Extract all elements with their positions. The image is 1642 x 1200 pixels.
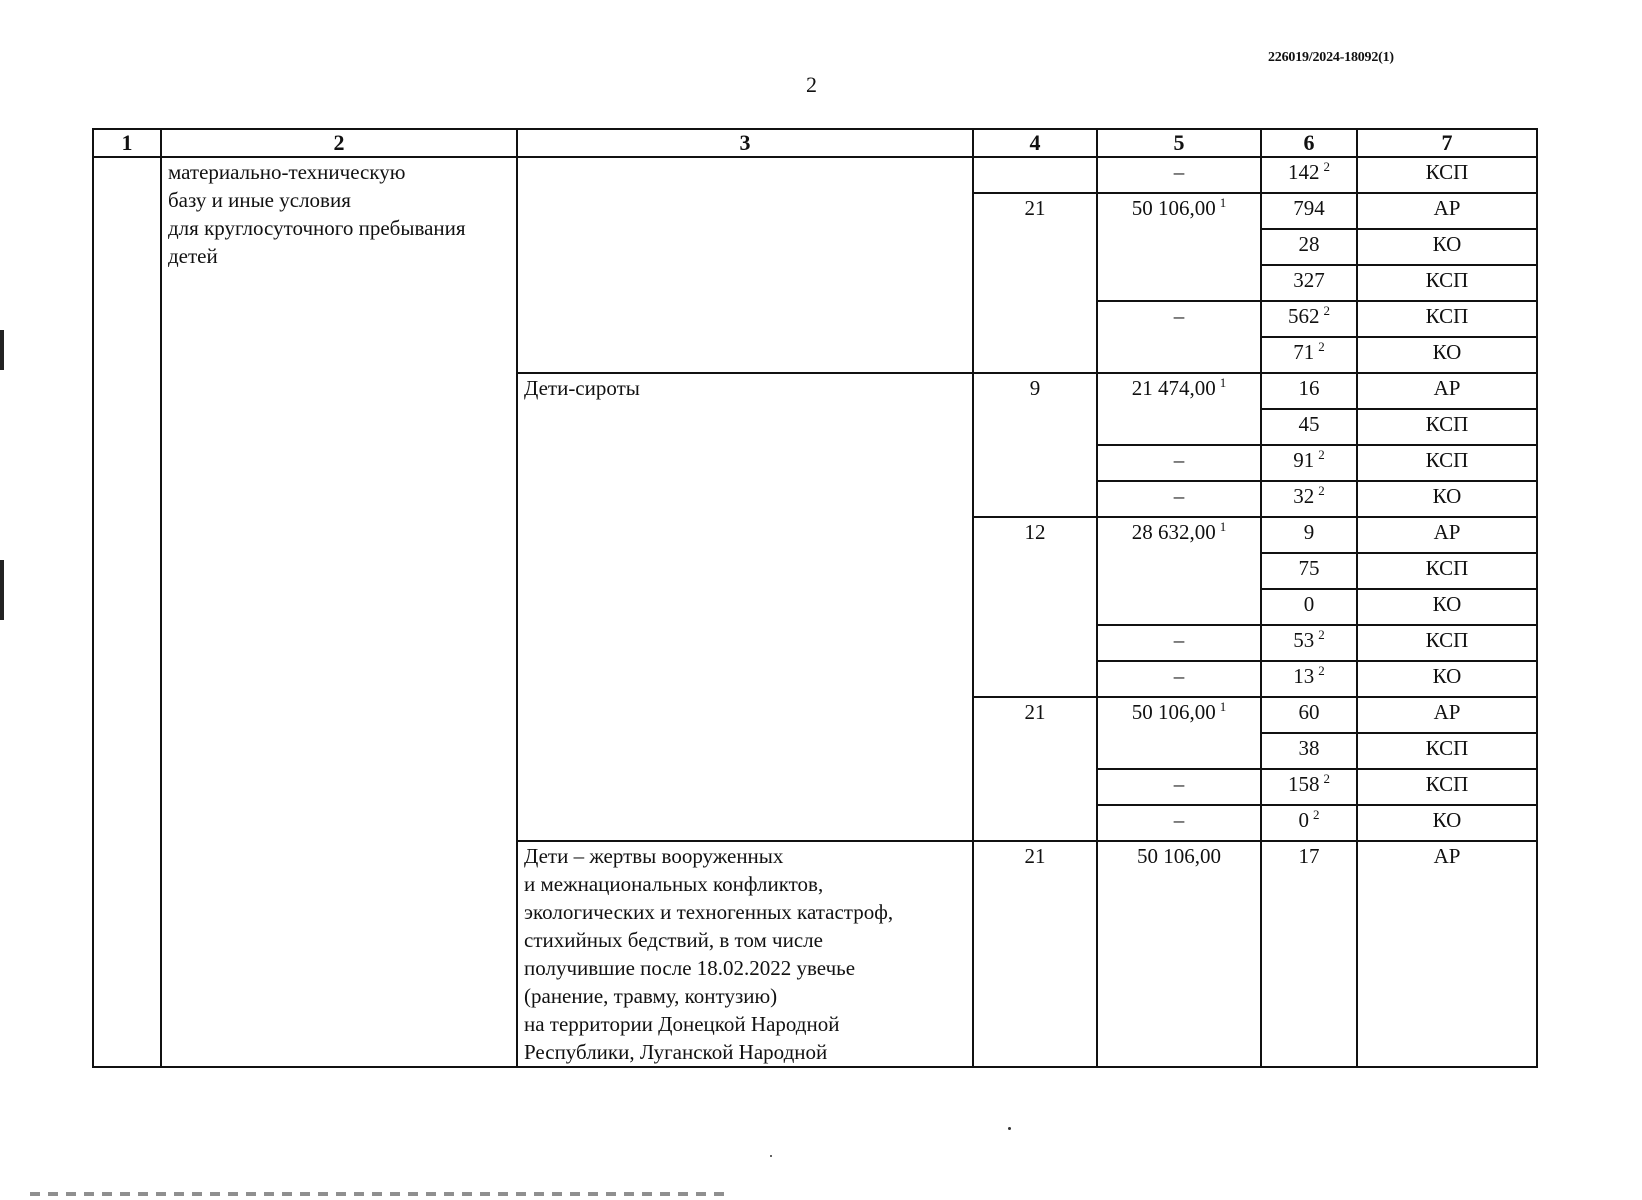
column-header: 4	[973, 129, 1097, 157]
footnote-mark: 2	[1318, 663, 1325, 678]
footnote-mark: 2	[1313, 807, 1320, 822]
column-header: 6	[1261, 129, 1357, 157]
footnote-mark: 2	[1318, 627, 1325, 642]
code-cell: КСП	[1357, 265, 1537, 301]
cost-value: –	[1173, 664, 1185, 688]
footnote-mark: 1	[1219, 699, 1227, 714]
count-cell	[1261, 193, 1357, 229]
code-cell: КО	[1357, 589, 1537, 625]
footnote-mark: 1	[1219, 375, 1227, 390]
code-cell: КСП	[1357, 733, 1537, 769]
group-orphans: Дети-сироты	[517, 373, 973, 841]
count-value: 28	[1298, 232, 1320, 256]
code-cell: КО	[1357, 337, 1537, 373]
code-cell: КО	[1357, 481, 1537, 517]
code-cell: АР	[1357, 517, 1537, 553]
footnote-mark: 2	[1323, 771, 1330, 786]
cost-value: –	[1173, 484, 1185, 508]
days-cell: 21	[973, 697, 1097, 841]
count-cell	[1261, 589, 1357, 625]
count-cell	[1261, 337, 1357, 373]
count-cell	[1261, 553, 1357, 589]
cost-value: –	[1173, 304, 1185, 328]
count-value: 53	[1293, 628, 1315, 652]
count-value: 16	[1298, 376, 1320, 400]
cost-cell	[1097, 697, 1261, 769]
cost-value: 50 106,00	[1131, 196, 1216, 220]
cost-value: –	[1173, 628, 1185, 652]
cost-cell	[1097, 517, 1261, 625]
cost-cell	[1097, 157, 1261, 193]
count-cell	[1261, 661, 1357, 697]
count-value: 9	[1303, 520, 1315, 544]
code-cell: АР	[1357, 697, 1537, 733]
count-value: 32	[1293, 484, 1315, 508]
cost-value: 50 106,00	[1131, 700, 1216, 724]
scan-edge-mark	[0, 560, 4, 620]
table-row	[93, 157, 1537, 193]
days-cell: 9	[973, 373, 1097, 517]
scan-edge-mark	[0, 330, 4, 370]
cost-value: 21 474,00	[1131, 376, 1216, 400]
count-value: 327	[1293, 268, 1325, 292]
column-header: 7	[1357, 129, 1537, 157]
footnote-mark: 2	[1323, 303, 1330, 318]
count-cell	[1261, 409, 1357, 445]
scan-bottom-noise	[30, 1192, 730, 1196]
count-cell	[1261, 805, 1357, 841]
cost-value: –	[1173, 448, 1185, 472]
code-cell: КСП	[1357, 157, 1537, 193]
count-value: 60	[1298, 700, 1320, 724]
count-cell: 17	[1261, 841, 1357, 1067]
code-cell: АР	[1357, 841, 1537, 1067]
code-cell: КО	[1357, 229, 1537, 265]
count-cell	[1261, 157, 1357, 193]
page-number: 2	[806, 72, 817, 97]
cost-cell	[1097, 661, 1261, 697]
days-cell: 12	[973, 517, 1097, 697]
footnote-mark: 1	[1219, 519, 1227, 534]
cost-value: –	[1173, 808, 1185, 832]
footnote-mark: 2	[1318, 483, 1325, 498]
code-cell: КСП	[1357, 625, 1537, 661]
code-cell: КО	[1357, 661, 1537, 697]
days-cell: 21	[973, 193, 1097, 373]
count-cell	[1261, 301, 1357, 337]
count-cell	[1261, 265, 1357, 301]
scan-speck	[770, 1155, 772, 1157]
category-description: материально-техническую базу и иные условия для круглосуточного пребывания детей	[161, 157, 517, 1067]
table-header-row	[93, 129, 1537, 157]
count-value: 158	[1288, 772, 1320, 796]
count-cell	[1261, 625, 1357, 661]
code-cell: КСП	[1357, 553, 1537, 589]
footnote-mark: 2	[1318, 339, 1325, 354]
count-value: 794	[1293, 196, 1325, 220]
cost-value: –	[1173, 772, 1185, 796]
footnote-mark: 2	[1323, 159, 1330, 174]
data-table	[92, 128, 1538, 1068]
column-header: 1	[93, 129, 161, 157]
code-cell: КСП	[1357, 301, 1537, 337]
count-cell	[1261, 373, 1357, 409]
count-value: 71	[1293, 340, 1315, 364]
code-cell: КСП	[1357, 445, 1537, 481]
count-cell	[1261, 733, 1357, 769]
column-header: 2	[161, 129, 517, 157]
cost-cell	[1097, 625, 1261, 661]
count-value: 562	[1288, 304, 1320, 328]
count-value: 38	[1298, 736, 1320, 760]
cost-cell	[1097, 373, 1261, 445]
scan-speck	[1008, 1127, 1011, 1130]
count-value: 142	[1288, 160, 1320, 184]
count-value: 45	[1298, 412, 1320, 436]
cost-cell	[1097, 805, 1261, 841]
document-id: 226019/2024-18092(1)	[1268, 50, 1394, 65]
count-cell	[1261, 445, 1357, 481]
count-value: 75	[1298, 556, 1320, 580]
group-victims: Дети – жертвы вооруженных и межнациональных конфликтов, экологических и техногенных катастроф, стихийных бедствий, в том числе получившие после 18.02.2022 увечье (ранение, травму, контузию) на территории Донецкой Народной Республики, Луганской Народной	[517, 841, 973, 1067]
code-cell: КО	[1357, 805, 1537, 841]
days-cell: 21	[973, 841, 1097, 1067]
cost-cell	[1097, 481, 1261, 517]
count-value: 0	[1303, 592, 1315, 616]
column-header: 3	[517, 129, 973, 157]
footnote-mark: 2	[1318, 447, 1325, 462]
count-cell	[1261, 697, 1357, 733]
cost-cell	[1097, 193, 1261, 301]
code-cell: КСП	[1357, 769, 1537, 805]
cost-cell	[1097, 445, 1261, 481]
row-number-cell	[93, 157, 161, 1067]
code-cell: АР	[1357, 193, 1537, 229]
count-value: 13	[1293, 664, 1315, 688]
count-value: 91	[1293, 448, 1315, 472]
count-cell	[1261, 769, 1357, 805]
cost-value: 28 632,00	[1131, 520, 1216, 544]
cost-cell: 50 106,00	[1097, 841, 1261, 1067]
count-cell	[1261, 517, 1357, 553]
count-value: 0	[1298, 808, 1309, 832]
code-cell: АР	[1357, 373, 1537, 409]
column-header: 5	[1097, 129, 1261, 157]
cost-cell	[1097, 769, 1261, 805]
count-cell	[1261, 229, 1357, 265]
group-cell-empty	[517, 157, 973, 373]
code-cell: КСП	[1357, 409, 1537, 445]
footnote-mark: 1	[1219, 195, 1227, 210]
cost-value: –	[1173, 160, 1185, 184]
days-cell	[973, 157, 1097, 193]
count-cell	[1261, 481, 1357, 517]
cost-cell	[1097, 301, 1261, 373]
